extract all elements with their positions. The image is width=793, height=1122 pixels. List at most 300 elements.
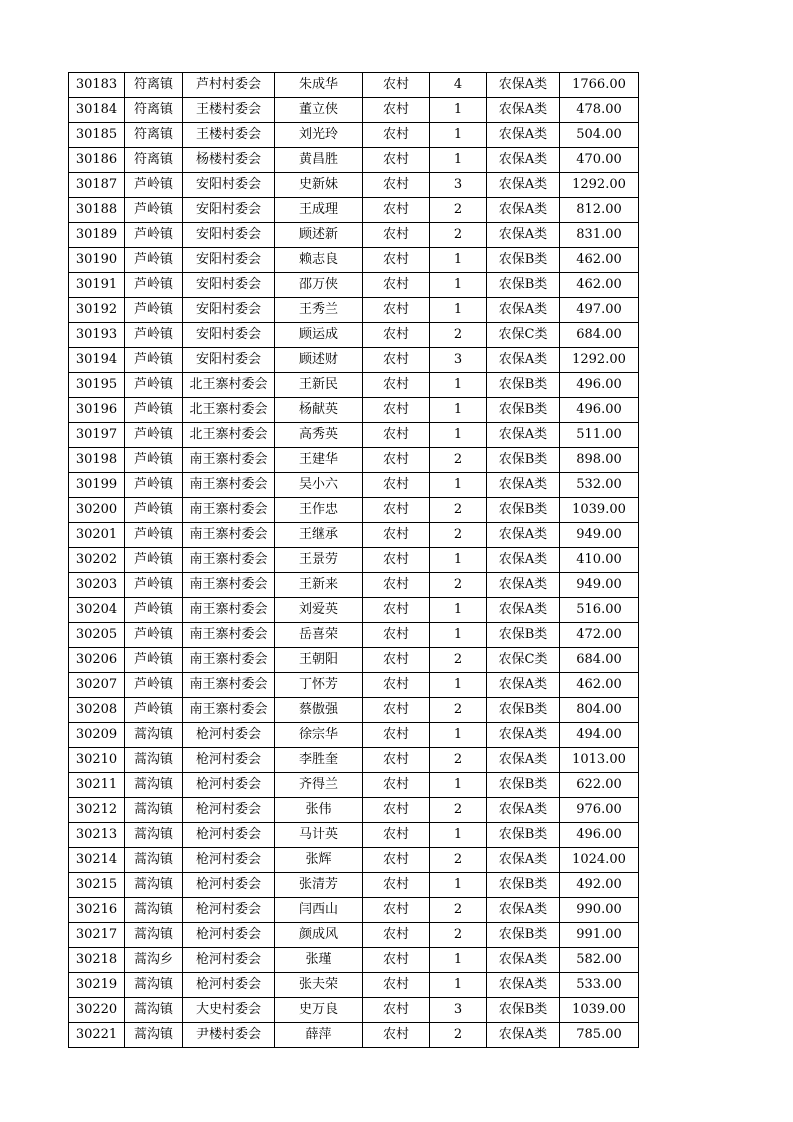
household-count-cell: 1 [430,473,487,498]
insurance-category-cell: 农保A类 [487,298,560,323]
amount-cell: 497.00 [560,298,639,323]
household-count-cell: 2 [430,498,487,523]
table-row [69,248,639,273]
amount-cell: 410.00 [560,548,639,573]
table-row [69,223,639,248]
village-cell: 枪河村委会 [183,798,275,823]
records-body [69,73,639,1048]
amount-cell: 462.00 [560,673,639,698]
town-cell: 蒿沟镇 [125,1023,183,1048]
town-cell: 蒿沟镇 [125,973,183,998]
insurance-category-cell: 农保A类 [487,748,560,773]
amount-cell: 622.00 [560,773,639,798]
area-type-cell: 农村 [363,548,430,573]
area-type-cell: 农村 [363,273,430,298]
name-cell: 张伟 [275,798,363,823]
village-cell: 枪河村委会 [183,823,275,848]
amount-cell: 684.00 [560,323,639,348]
table-row [69,73,639,98]
area-type-cell: 农村 [363,173,430,198]
record-id-cell: 30219 [69,973,125,998]
household-count-cell: 2 [430,898,487,923]
area-type-cell: 农村 [363,98,430,123]
amount-cell: 1024.00 [560,848,639,873]
amount-cell: 991.00 [560,923,639,948]
insurance-category-cell: 农保B类 [487,998,560,1023]
town-cell: 芦岭镇 [125,523,183,548]
amount-cell: 462.00 [560,273,639,298]
table-row [69,523,639,548]
town-cell: 蒿沟镇 [125,723,183,748]
insurance-category-cell: 农保B类 [487,773,560,798]
household-count-cell: 1 [430,373,487,398]
record-id-cell: 30196 [69,398,125,423]
table-row [69,98,639,123]
record-id-cell: 30213 [69,823,125,848]
area-type-cell: 农村 [363,673,430,698]
area-type-cell: 农村 [363,698,430,723]
insurance-category-cell: 农保A类 [487,673,560,698]
insurance-category-cell: 农保B类 [487,923,560,948]
name-cell: 顾述财 [275,348,363,373]
village-cell: 安阳村委会 [183,198,275,223]
records-table [68,72,639,1048]
name-cell: 杨献英 [275,398,363,423]
area-type-cell: 农村 [363,948,430,973]
area-type-cell: 农村 [363,398,430,423]
table-row [69,323,639,348]
insurance-category-cell: 农保A类 [487,73,560,98]
insurance-category-cell: 农保B类 [487,873,560,898]
household-count-cell: 1 [430,973,487,998]
area-type-cell: 农村 [363,848,430,873]
village-cell: 南王寨村委会 [183,448,275,473]
area-type-cell: 农村 [363,1023,430,1048]
household-count-cell: 1 [430,298,487,323]
insurance-category-cell: 农保A类 [487,223,560,248]
town-cell: 芦岭镇 [125,223,183,248]
record-id-cell: 30188 [69,198,125,223]
name-cell: 颜成风 [275,923,363,948]
area-type-cell: 农村 [363,748,430,773]
town-cell: 蒿沟镇 [125,873,183,898]
household-count-cell: 3 [430,998,487,1023]
area-type-cell: 农村 [363,923,430,948]
village-cell: 南王寨村委会 [183,648,275,673]
insurance-category-cell: 农保B类 [487,398,560,423]
village-cell: 南王寨村委会 [183,673,275,698]
household-count-cell: 2 [430,698,487,723]
name-cell: 王继承 [275,523,363,548]
table-row [69,973,639,998]
area-type-cell: 农村 [363,448,430,473]
area-type-cell: 农村 [363,998,430,1023]
name-cell: 张清芳 [275,873,363,898]
household-count-cell: 2 [430,573,487,598]
record-id-cell: 30218 [69,948,125,973]
town-cell: 芦岭镇 [125,173,183,198]
village-cell: 南王寨村委会 [183,498,275,523]
town-cell: 符离镇 [125,73,183,98]
amount-cell: 492.00 [560,873,639,898]
area-type-cell: 农村 [363,823,430,848]
village-cell: 南王寨村委会 [183,473,275,498]
amount-cell: 976.00 [560,798,639,823]
table-row [69,673,639,698]
amount-cell: 582.00 [560,948,639,973]
record-id-cell: 30216 [69,898,125,923]
household-count-cell: 1 [430,873,487,898]
village-cell: 安阳村委会 [183,348,275,373]
name-cell: 李胜奎 [275,748,363,773]
town-cell: 芦岭镇 [125,373,183,398]
table-row [69,498,639,523]
town-cell: 芦岭镇 [125,323,183,348]
town-cell: 芦岭镇 [125,423,183,448]
insurance-category-cell: 农保A类 [487,473,560,498]
amount-cell: 1292.00 [560,173,639,198]
household-count-cell: 3 [430,348,487,373]
town-cell: 芦岭镇 [125,548,183,573]
town-cell: 蒿沟乡 [125,948,183,973]
record-id-cell: 30204 [69,598,125,623]
name-cell: 岳喜荣 [275,623,363,648]
town-cell: 芦岭镇 [125,273,183,298]
record-id-cell: 30183 [69,73,125,98]
name-cell: 邵万侠 [275,273,363,298]
insurance-category-cell: 农保A类 [487,973,560,998]
area-type-cell: 农村 [363,423,430,448]
amount-cell: 511.00 [560,423,639,448]
village-cell: 南王寨村委会 [183,623,275,648]
household-count-cell: 2 [430,323,487,348]
name-cell: 黄昌胜 [275,148,363,173]
name-cell: 王成理 [275,198,363,223]
insurance-category-cell: 农保A类 [487,573,560,598]
insurance-category-cell: 农保A类 [487,723,560,748]
table-row [69,748,639,773]
name-cell: 高秀英 [275,423,363,448]
amount-cell: 516.00 [560,598,639,623]
table-row [69,448,639,473]
record-id-cell: 30185 [69,123,125,148]
name-cell: 顾运成 [275,323,363,348]
name-cell: 王新来 [275,573,363,598]
name-cell: 张辉 [275,848,363,873]
insurance-category-cell: 农保C类 [487,648,560,673]
area-type-cell: 农村 [363,573,430,598]
amount-cell: 898.00 [560,448,639,473]
table-row [69,398,639,423]
record-id-cell: 30209 [69,723,125,748]
insurance-category-cell: 农保A类 [487,798,560,823]
insurance-category-cell: 农保B类 [487,623,560,648]
amount-cell: 532.00 [560,473,639,498]
insurance-category-cell: 农保A类 [487,348,560,373]
household-count-cell: 2 [430,798,487,823]
table-row [69,648,639,673]
household-count-cell: 1 [430,823,487,848]
insurance-category-cell: 农保A类 [487,948,560,973]
insurance-category-cell: 农保A类 [487,1023,560,1048]
record-id-cell: 30206 [69,648,125,673]
household-count-cell: 1 [430,673,487,698]
village-cell: 安阳村委会 [183,273,275,298]
table-row [69,198,639,223]
area-type-cell: 农村 [363,598,430,623]
amount-cell: 949.00 [560,523,639,548]
household-count-cell: 2 [430,748,487,773]
record-id-cell: 30211 [69,773,125,798]
village-cell: 安阳村委会 [183,173,275,198]
town-cell: 芦岭镇 [125,598,183,623]
record-id-cell: 30191 [69,273,125,298]
table-row [69,698,639,723]
name-cell: 王朝阳 [275,648,363,673]
village-cell: 安阳村委会 [183,248,275,273]
household-count-cell: 2 [430,848,487,873]
household-count-cell: 1 [430,598,487,623]
name-cell: 赖志良 [275,248,363,273]
table-row [69,298,639,323]
area-type-cell: 农村 [363,648,430,673]
town-cell: 芦岭镇 [125,623,183,648]
amount-cell: 1292.00 [560,348,639,373]
area-type-cell: 农村 [363,773,430,798]
table-row [69,123,639,148]
household-count-cell: 2 [430,523,487,548]
village-cell: 大史村委会 [183,998,275,1023]
town-cell: 芦岭镇 [125,698,183,723]
village-cell: 南王寨村委会 [183,523,275,548]
village-cell: 枪河村委会 [183,773,275,798]
record-id-cell: 30195 [69,373,125,398]
name-cell: 闫西山 [275,898,363,923]
household-count-cell: 1 [430,148,487,173]
amount-cell: 1039.00 [560,998,639,1023]
area-type-cell: 农村 [363,973,430,998]
insurance-category-cell: 农保A类 [487,148,560,173]
name-cell: 王景劳 [275,548,363,573]
record-id-cell: 30187 [69,173,125,198]
table-row [69,998,639,1023]
amount-cell: 990.00 [560,898,639,923]
record-id-cell: 30208 [69,698,125,723]
amount-cell: 804.00 [560,698,639,723]
village-cell: 南王寨村委会 [183,698,275,723]
household-count-cell: 2 [430,198,487,223]
amount-cell: 462.00 [560,248,639,273]
area-type-cell: 农村 [363,248,430,273]
insurance-category-cell: 农保A类 [487,123,560,148]
town-cell: 蒿沟镇 [125,773,183,798]
town-cell: 符离镇 [125,98,183,123]
name-cell: 王建华 [275,448,363,473]
town-cell: 芦岭镇 [125,573,183,598]
amount-cell: 478.00 [560,98,639,123]
village-cell: 枪河村委会 [183,973,275,998]
insurance-category-cell: 农保B类 [487,273,560,298]
table-row [69,348,639,373]
town-cell: 芦岭镇 [125,448,183,473]
town-cell: 芦岭镇 [125,198,183,223]
household-count-cell: 2 [430,223,487,248]
table-row [69,148,639,173]
household-count-cell: 1 [430,948,487,973]
town-cell: 芦岭镇 [125,648,183,673]
record-id-cell: 30212 [69,798,125,823]
town-cell: 蒿沟镇 [125,798,183,823]
insurance-category-cell: 农保A类 [487,848,560,873]
household-count-cell: 2 [430,648,487,673]
table-row [69,598,639,623]
table-row [69,273,639,298]
area-type-cell: 农村 [363,198,430,223]
amount-cell: 470.00 [560,148,639,173]
table-row [69,548,639,573]
village-cell: 枪河村委会 [183,898,275,923]
household-count-cell: 2 [430,1023,487,1048]
village-cell: 芦村村委会 [183,73,275,98]
amount-cell: 504.00 [560,123,639,148]
table-row [69,873,639,898]
village-cell: 北王寨村委会 [183,423,275,448]
town-cell: 芦岭镇 [125,248,183,273]
name-cell: 薛萍 [275,1023,363,1048]
table-row [69,723,639,748]
town-cell: 蒿沟镇 [125,823,183,848]
table-row [69,1023,639,1048]
amount-cell: 1039.00 [560,498,639,523]
insurance-category-cell: 农保B类 [487,498,560,523]
record-id-cell: 30221 [69,1023,125,1048]
area-type-cell: 农村 [363,348,430,373]
record-id-cell: 30193 [69,323,125,348]
village-cell: 杨楼村委会 [183,148,275,173]
village-cell: 南王寨村委会 [183,598,275,623]
area-type-cell: 农村 [363,148,430,173]
insurance-category-cell: 农保B类 [487,373,560,398]
name-cell: 丁怀芳 [275,673,363,698]
amount-cell: 1766.00 [560,73,639,98]
table-row [69,423,639,448]
table-row [69,573,639,598]
name-cell: 蔡傲强 [275,698,363,723]
record-id-cell: 30220 [69,998,125,1023]
name-cell: 王新民 [275,373,363,398]
area-type-cell: 农村 [363,898,430,923]
amount-cell: 1013.00 [560,748,639,773]
record-id-cell: 30203 [69,573,125,598]
amount-cell: 496.00 [560,823,639,848]
record-id-cell: 30200 [69,498,125,523]
amount-cell: 684.00 [560,648,639,673]
village-cell: 安阳村委会 [183,298,275,323]
insurance-category-cell: 农保B类 [487,823,560,848]
record-id-cell: 30194 [69,348,125,373]
name-cell: 王作忠 [275,498,363,523]
village-cell: 北王寨村委会 [183,398,275,423]
name-cell: 董立侠 [275,98,363,123]
household-count-cell: 1 [430,423,487,448]
town-cell: 芦岭镇 [125,673,183,698]
household-count-cell: 4 [430,73,487,98]
insurance-category-cell: 农保A类 [487,523,560,548]
name-cell: 朱成华 [275,73,363,98]
record-id-cell: 30199 [69,473,125,498]
record-id-cell: 30192 [69,298,125,323]
household-count-cell: 1 [430,548,487,573]
record-id-cell: 30215 [69,873,125,898]
name-cell: 吴小六 [275,473,363,498]
town-cell: 芦岭镇 [125,398,183,423]
insurance-category-cell: 农保A类 [487,423,560,448]
area-type-cell: 农村 [363,73,430,98]
area-type-cell: 农村 [363,873,430,898]
record-id-cell: 30189 [69,223,125,248]
household-count-cell: 1 [430,773,487,798]
name-cell: 徐宗华 [275,723,363,748]
area-type-cell: 农村 [363,723,430,748]
town-cell: 蒿沟镇 [125,748,183,773]
area-type-cell: 农村 [363,123,430,148]
household-count-cell: 2 [430,448,487,473]
village-cell: 枪河村委会 [183,848,275,873]
household-count-cell: 1 [430,723,487,748]
record-id-cell: 30207 [69,673,125,698]
name-cell: 齐得兰 [275,773,363,798]
village-cell: 北王寨村委会 [183,373,275,398]
area-type-cell: 农村 [363,523,430,548]
record-id-cell: 30190 [69,248,125,273]
table-row [69,823,639,848]
village-cell: 王楼村委会 [183,123,275,148]
record-id-cell: 30210 [69,748,125,773]
village-cell: 枪河村委会 [183,723,275,748]
insurance-category-cell: 农保A类 [487,198,560,223]
insurance-category-cell: 农保A类 [487,548,560,573]
name-cell: 顾述新 [275,223,363,248]
area-type-cell: 农村 [363,498,430,523]
insurance-category-cell: 农保B类 [487,698,560,723]
insurance-category-cell: 农保B类 [487,248,560,273]
amount-cell: 785.00 [560,1023,639,1048]
town-cell: 蒿沟镇 [125,898,183,923]
household-count-cell: 2 [430,923,487,948]
name-cell: 刘爱英 [275,598,363,623]
record-id-cell: 30202 [69,548,125,573]
town-cell: 芦岭镇 [125,298,183,323]
town-cell: 芦岭镇 [125,498,183,523]
town-cell: 蒿沟镇 [125,848,183,873]
household-count-cell: 1 [430,123,487,148]
table-row [69,798,639,823]
name-cell: 张夫荣 [275,973,363,998]
village-cell: 南王寨村委会 [183,573,275,598]
area-type-cell: 农村 [363,223,430,248]
name-cell: 史万良 [275,998,363,1023]
village-cell: 枪河村委会 [183,748,275,773]
table-row [69,173,639,198]
insurance-category-cell: 农保B类 [487,448,560,473]
village-cell: 枪河村委会 [183,948,275,973]
table-row [69,473,639,498]
amount-cell: 831.00 [560,223,639,248]
insurance-category-cell: 农保C类 [487,323,560,348]
town-cell: 蒿沟镇 [125,998,183,1023]
record-id-cell: 30197 [69,423,125,448]
name-cell: 刘光玲 [275,123,363,148]
